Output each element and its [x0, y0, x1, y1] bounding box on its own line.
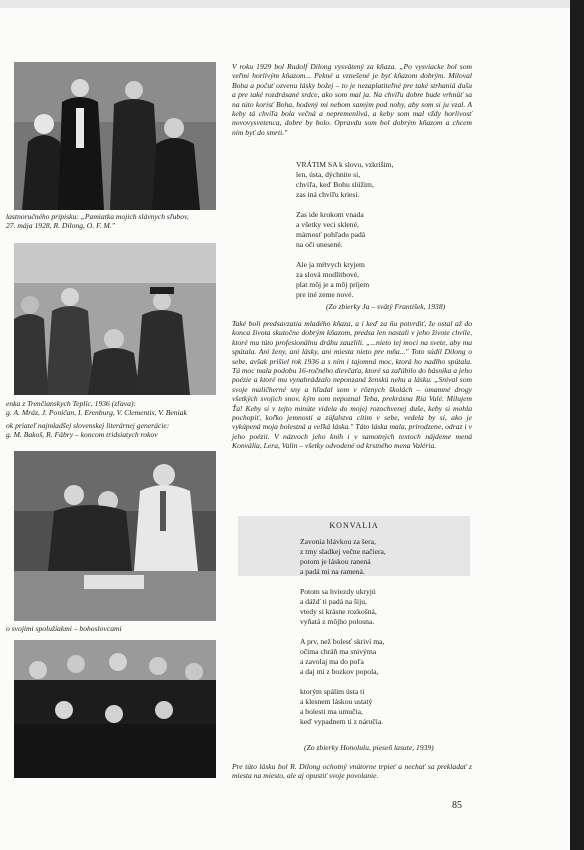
poem-konvalia-title: KONVALIA — [329, 521, 379, 530]
photo-young-friends — [14, 451, 216, 621]
closing-paragraph: Pre túto lásku bol R. Dilong ochotný vnútorne trpieť a nechať sa prekladať z miesta na miesto, ale aj opustiť svoje povolanie. — [232, 762, 472, 781]
caption-photo-1: lastnoručného prípisku: „Pamiatka mojich slávnych sľubov, 27. mája 1928, R. Dilong, O. F. M." — [6, 212, 189, 231]
poem-1-source: (Zo zbierky Ja – svätý František, 1938) — [326, 302, 446, 311]
page-right-edge — [570, 0, 584, 850]
photo-seminarians — [14, 640, 216, 778]
middle-paragraph: Také boli predsavzatia mladého kňaza, a i keď za ňu potvrdiť, že ostal až do konca života skutočne dobrým kňazom, predsa len nastali v jeho živote chvíle, ktoré mu túto profesionálnu dráhu zauzlili. „...nieto tej moci na svete, aby ma spútala. Ani ženy, ani lásky, ani miesta nieto pre mňa..." Toto súdil Dilong o sebe, avšak prišiel rok 1936 a s ním i tajomná moc, ktorá ho nadlho spútala. Tá moc mala podobu 16-ročného dievčaťa, ktoré sa zaľúbilo do básnika a jeho poézie a ktoré mu vynahrádzalo neponzaná ženskú nehu a lásku. „Snival som svoje maličherné sny a hľadal som v rôznych školách – omamné drogy všetkých svojich snov, kým som nepoznal Teba, prekrásna Ria Valé. Milujem Ťa! Keby si v tejto minúte videla do mojej rozochvenej duše, keby si mohla pochopiť, koľko jemnosti a zúfalstva cítim v sebe, vedela by si, ako je vykúpená moja bolestná a veľká láska." Táto láska mala, prirodzene, odraz i v jeho poézii. V názvoch jeho kníh i v samotných textoch nájdeme mená Konvália, Lera, Valin – všetky odvodené od krstného mena Valéria. — [232, 319, 472, 451]
poem-vratim-sa: VRÁTIM SA k slovu, vzkríšim, len, ústa, dýchnite si, chvíľa, keď Bohu slúžim, zas iná chvíľu kriesi. Zas ide krokom vnada a všetky veci sklené, márnosť pohľadu padá na oči unesené. Ale ja mŕtvych kryjem za slová modlitbové, plat môj je a môj príjem pre iné zeme nové. — [296, 160, 394, 299]
caption-photo-2: enka z Trenčianskych Teplíc, 1936 (zľava): g. A. Mráz, J. Poničan, I. Erenburg, V. Clementis, V. Beniak — [6, 399, 187, 418]
page-number: 85 — [452, 800, 462, 811]
poem-2-source: (Zo zbierky Honolulu, pieseň lasute, 1939) — [304, 743, 434, 752]
photo-family-portrait — [14, 62, 216, 210]
photo-group-trencianske-teplice — [14, 243, 216, 395]
intro-paragraph: V roku 1929 bol Rudolf Dilong vysvätený za kňaza. „Po vysviacke bol som veľmi horlivým kňazom... Pekné a vznešené je byť kňazom dobrým. Miloval Boha a počuť ozvenu lásky božej – to je nezaplatiteľné pre také strhaniá dušu a pre také rozdrásané srdce, ako som mal ja. Na chvíľu dobre bude vrhnúť sa na túto korisť Boha, hodený mi nebom samým pod nohy, aby som si ju vzal. A keby tá chvíľa bola večná a nepremenlivá, a keby som mal vždy horlivosť novovysvetenca, dobre by bolo. Opravdu som bol dobrým kňazom a chcem ním byť do smrti." — [232, 62, 472, 137]
caption-photo-4: o svojimi spolužiakmi – bohoslovcami — [6, 624, 122, 633]
page-top-edge — [0, 0, 584, 8]
caption-photo-3: ok priateľ najmladšej slovenskej literárnej generácie: g. M. Bakoš, R. Fábry – koncom tridsiatych rokov — [6, 421, 170, 440]
poem-konvalia: Zavonia hlávkou za šera, z tmy sladkej večne načiera, potom je láskou ranená a padá mi na ramená. Potom sa hviezdy ukryjú a dážď ti padá na šiju, vtedy si krásne rozkošná, vyňatá z môjho polosna. A prv, než bolesť skriví ma, očima chráň ma snivýma a zavolaj ma do poľa a daj mi z bozkov popola, ktorým spálim ústa ti a klesnem láskou ustatý a bolesti ma umučia, keď vypadnem ti z náručia. — [300, 537, 386, 726]
